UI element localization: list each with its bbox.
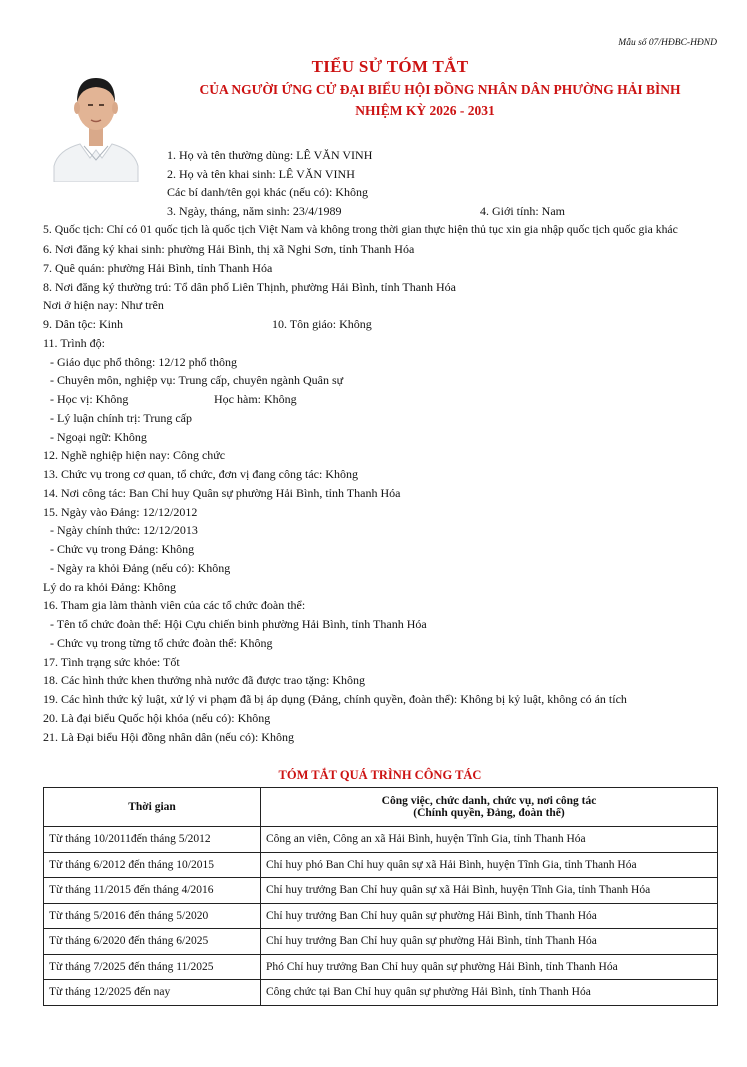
row-time: Từ tháng 6/2020 đến tháng 6/2025 <box>44 929 261 955</box>
field-gender: 4. Giới tính: Nam <box>480 204 566 218</box>
row-job: Công an viên, Công an xã Hải Bình, huyện Tĩnh Gia, tỉnh Thanh Hóa <box>261 827 718 853</box>
field-organization-position: - Chức vụ trong từng tổ chức đoàn thể: Không <box>50 636 273 650</box>
field-national-assembly: 20. Là đại biểu Quốc hội khóa (nếu có): Không <box>43 711 271 725</box>
column-header-job <box>261 788 718 827</box>
field-birth-date: 3. Ngày, tháng, năm sinh: 23/4/1989 <box>167 204 342 218</box>
field-birth-registration: 6. Nơi đăng ký khai sinh: phường Hải Bình, thị xã Nghi Sơn, tỉnh Thanh Hóa <box>43 242 415 256</box>
field-discipline: 19. Các hình thức kỷ luật, xử lý vi phạm đã bị áp dụng (Đảng, chính quyền, đoàn thể): Không bị kỷ luật, không có án tích <box>43 692 627 706</box>
field-party-official-date: - Ngày chính thức: 12/12/2013 <box>50 523 198 537</box>
field-alias: Các bí danh/tên gọi khác (nếu có): Không <box>167 185 368 199</box>
field-specialization: - Chuyên môn, nghiệp vụ: Trung cấp, chuyên ngành Quân sự <box>50 373 344 387</box>
row-job: Chỉ huy trưởng Ban Chỉ huy quân sự phường Hải Bình, tỉnh Thanh Hóa <box>261 929 718 955</box>
column-header-time: Thời gian <box>44 788 261 827</box>
field-nationality: 5. Quốc tịch: Chỉ có 01 quốc tịch là quốc tịch Việt Nam và không trong thời gian thực hiện thủ tục xin gia nhập quốc tịch quốc gia khác <box>43 223 678 236</box>
row-time: Từ tháng 10/2011đến tháng 5/2012 <box>44 827 261 853</box>
field-health: 17. Tình trạng sức khỏe: Tốt <box>43 655 180 669</box>
field-party-leave-reason: Lý do ra khỏi Đảng: Không <box>43 580 176 594</box>
field-religion: 10. Tôn giáo: Không <box>272 317 372 331</box>
row-job: Phó Chỉ huy trưởng Ban Chỉ huy quân sự phường Hải Bình, tỉnh Thanh Hóa <box>261 954 718 980</box>
field-awards: 18. Các hình thức khen thưởng nhà nước đã được trao tặng: Không <box>43 673 365 687</box>
field-ethnicity: 9. Dân tộc: Kinh <box>43 317 123 331</box>
row-job: Chỉ huy phó Ban Chỉ huy quân sự xã Hải Bình, huyện Tĩnh Gia, tỉnh Thanh Hóa <box>261 852 718 878</box>
row-time: Từ tháng 6/2012 đến tháng 10/2015 <box>44 852 261 878</box>
field-current-residence: Nơi ở hiện nay: Như trên <box>43 298 164 312</box>
candidate-photo <box>46 62 146 182</box>
table-row <box>44 903 718 929</box>
table-row <box>44 827 718 853</box>
table-row <box>44 852 718 878</box>
row-time: Từ tháng 11/2015 đến tháng 4/2016 <box>44 878 261 904</box>
field-degree: - Học vị: Không <box>50 392 129 406</box>
field-political-theory: - Lý luận chính trị: Trung cấp <box>50 411 192 425</box>
field-permanent-residence: 8. Nơi đăng ký thường trú: Tổ dân phố Liên Thịnh, phường Hải Bình, tỉnh Thanh Hóa <box>43 280 457 294</box>
row-job: Chỉ huy trưởng Ban Chỉ huy quân sự xã Hải Bình, huyện Tĩnh Gia, tỉnh Thanh Hóa <box>261 878 718 904</box>
work-history-title: TÓM TẮT QUÁ TRÌNH CÔNG TÁC <box>278 768 482 782</box>
column-header-job-line2: (Chính quyền, Đảng, đoàn thể) <box>413 807 565 819</box>
field-education: 11. Trình độ: <box>43 336 105 350</box>
table-header-row <box>44 788 718 827</box>
field-occupation: 12. Nghề nghiệp hiện nay: Công chức <box>43 448 226 462</box>
row-job: Chỉ huy trưởng Ban Chỉ huy quân sự phường Hải Bình, tỉnh Thanh Hóa <box>261 903 718 929</box>
field-general-education: - Giáo dục phổ thông: 12/12 phổ thông <box>50 355 237 369</box>
term-line: NHIỆM KỲ 2026 - 2031 <box>355 103 495 118</box>
field-birth-name: 2. Họ và tên khai sinh: LÊ VĂN VINH <box>167 167 355 181</box>
work-history-table <box>43 787 718 1006</box>
row-time: Từ tháng 7/2025 đến tháng 11/2025 <box>44 954 261 980</box>
field-academic-title: Học hàm: Không <box>214 392 297 406</box>
field-common-name: 1. Họ và tên thường dùng: LÊ VĂN VINH <box>167 148 373 162</box>
field-organization-name: - Tên tổ chức đoàn thể: Hội Cựu chiến binh phường Hải Bình, tỉnh Thanh Hóa <box>50 617 427 631</box>
document-title: TIỂU SỬ TÓM TẮT <box>311 57 469 76</box>
row-job: Công chức tại Ban Chỉ huy quân sự phường Hải Bình, tỉnh Thanh Hóa <box>261 980 718 1006</box>
row-time: Từ tháng 5/2016 đến tháng 5/2020 <box>44 903 261 929</box>
table-row <box>44 878 718 904</box>
field-workplace: 14. Nơi công tác: Ban Chỉ huy Quân sự phường Hải Bình, tỉnh Thanh Hóa <box>43 486 401 500</box>
field-hometown: 7. Quê quán: phường Hải Bình, tỉnh Thanh Hóa <box>43 261 273 275</box>
field-peoples-council: 21. Là Đại biểu Hội đồng nhân dân (nếu có): Không <box>43 730 294 744</box>
field-party-position: - Chức vụ trong Đảng: Không <box>50 542 195 556</box>
field-party-join-date: 15. Ngày vào Đảng: 12/12/2012 <box>43 505 198 519</box>
field-foreign-language: - Ngoại ngữ: Không <box>50 430 147 444</box>
document-subtitle: CỦA NGƯỜI ỨNG CỬ ĐẠI BIỂU HỘI ĐỒNG NHÂN DÂN PHƯỜNG HẢI BÌNH <box>199 82 681 97</box>
form-code: Mẫu số 07/HĐBC-HĐND <box>618 38 717 48</box>
row-time: Từ tháng 12/2025 đến nay <box>44 980 261 1006</box>
field-organizations: 16. Tham gia làm thành viên của các tổ chức đoàn thể: <box>43 598 306 612</box>
table-row <box>44 929 718 955</box>
column-header-job-line1: Công việc, chức danh, chức vụ, nơi công tác <box>381 795 597 807</box>
table-row <box>44 980 718 1006</box>
table-row <box>44 954 718 980</box>
field-position: 13. Chức vụ trong cơ quan, tổ chức, đơn vị đang công tác: Không <box>43 467 358 481</box>
field-party-leave-date: - Ngày ra khỏi Đảng (nếu có): Không <box>50 561 231 575</box>
